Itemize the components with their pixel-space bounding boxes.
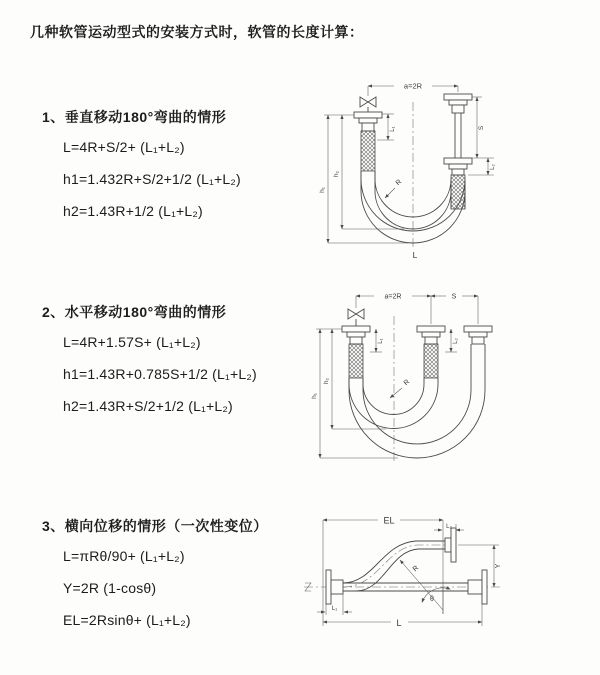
label-l2: L₂ <box>446 524 452 530</box>
dim-s <box>431 294 478 325</box>
label-l2: L₂ <box>490 164 496 170</box>
section-1-formula-L: L=4R+S/2+ (L₁+L₂) <box>63 139 185 155</box>
dim-el <box>323 516 443 627</box>
hose-curves <box>349 344 485 458</box>
dim-l1 <box>317 594 352 615</box>
label-h2: h₂ <box>333 170 340 178</box>
dim-s <box>472 97 494 158</box>
label-y: Y <box>495 563 502 569</box>
section-2-heading: 2、水平移动180°弯曲的情形 <box>42 304 227 320</box>
middle-fitting <box>417 326 445 378</box>
curved-hose-displaced <box>343 528 456 591</box>
diagram-lateral-displacement <box>296 502 596 662</box>
dim-a-2r <box>356 294 431 325</box>
label-h1: h₁ <box>319 187 326 193</box>
section-3-formula-L: L=πRθ/90+ (L₁+L₂) <box>63 548 185 564</box>
label-l1: L₁ <box>390 126 396 132</box>
dim-l2 <box>445 329 459 352</box>
section-3-formula-EL: EL=2Rsinθ+ (L₁+L₂) <box>63 612 191 628</box>
right-fittings <box>444 94 472 209</box>
label-h2: h₂ <box>323 377 330 385</box>
label-r: R <box>402 378 412 388</box>
section-2-formula-h2: h2=1.43R+S/2+1/2 (L₁+L₂) <box>63 398 233 414</box>
diagram-vertical-180-bend <box>298 72 588 264</box>
label-s: S <box>451 293 457 301</box>
section-3-formula-Y: Y=2R (1-cosθ) <box>63 580 157 596</box>
valve-icon <box>360 97 376 112</box>
radius-label <box>390 379 411 398</box>
section-2-formula-L: L=4R+1.57S+ (L₁+L₂) <box>63 334 201 350</box>
label-s: S <box>478 125 485 131</box>
section-1-heading: 1、垂直移动180°弯曲的情形 <box>42 109 227 125</box>
label-r: R <box>411 564 421 574</box>
dim-l1 <box>370 329 384 352</box>
dim-l2 <box>434 524 464 533</box>
label-l1: L₁ <box>331 606 338 612</box>
dim-l <box>323 604 482 628</box>
label-l: L <box>412 250 418 260</box>
label-l2: L₂ <box>453 338 459 344</box>
section-2-formula-h1: h1=1.43R+0.785S+1/2 (L₁+L₂) <box>63 366 257 382</box>
label-a2r: a=2R <box>384 293 402 301</box>
label-theta: θ <box>430 596 434 603</box>
section-1-formula-h1: h1=1.432R+S/2+1/2 (L₁+L₂) <box>63 171 241 187</box>
section-3-heading: 3、横向位移的情形（一次性变位） <box>42 518 268 534</box>
label-el: EL <box>383 515 395 526</box>
left-fitting <box>342 326 370 378</box>
section-1-formula-h2: h2=1.43R+1/2 (L₁+L₂) <box>63 203 203 219</box>
right-fitting <box>464 326 492 344</box>
left-fitting <box>354 112 382 171</box>
label-l: L <box>396 618 402 628</box>
page-title: 几种软管运动型式的安装方式时，软管的长度计算： <box>30 24 364 40</box>
label-a2r: a=2R <box>403 81 423 91</box>
radius-label <box>385 179 403 198</box>
label-h1: h₁ <box>311 393 318 399</box>
radius-label <box>400 560 443 610</box>
left-flange <box>326 570 343 604</box>
label-l1: L₁ <box>378 338 384 344</box>
valve-icon <box>348 309 364 326</box>
label-r: R <box>394 178 404 188</box>
diagram-horizontal-180-bend <box>298 284 588 479</box>
